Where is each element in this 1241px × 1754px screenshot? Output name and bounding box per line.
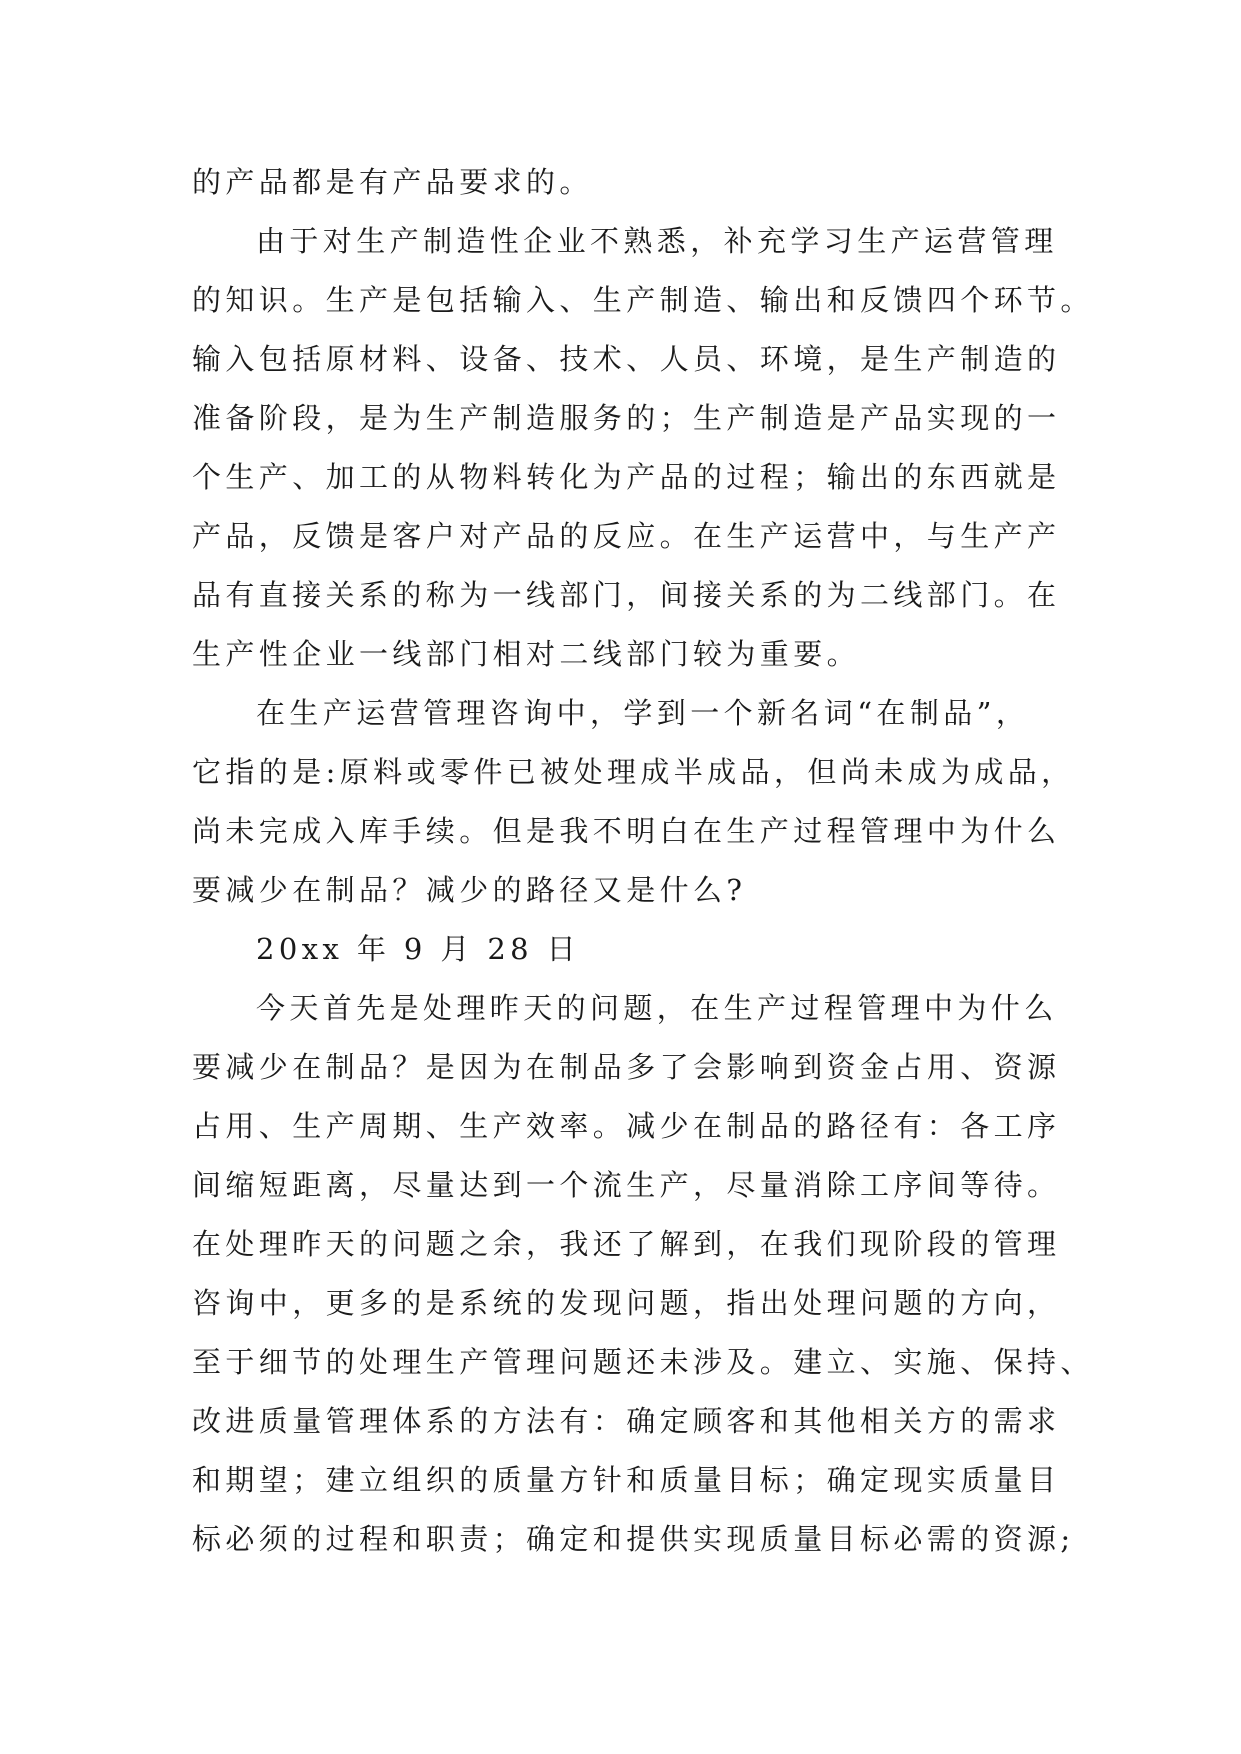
text-line: 的产品都是有产品要求的。 — [192, 165, 593, 199]
text-line: 要减少在制品？是因为在制品多了会影响到资金占用、资源 — [192, 1050, 1061, 1084]
text-line: 准备阶段，是为生产制造服务的；生产制造是产品实现的一 — [192, 401, 1061, 435]
text-line: 输入包括原材料、设备、技术、人员、环境，是生产制造的 — [192, 342, 1061, 376]
paragraph-start-line: 今天首先是处理昨天的问题，在生产过程管理中为什么 — [256, 991, 1058, 1025]
text-line: 间缩短距离，尽量达到一个流生产，尽量消除工序间等待。 — [192, 1168, 1061, 1202]
paragraph-start-line: 在生产运营管理咨询中，学到一个新名词“在制品”， — [256, 696, 1030, 730]
text-line: 产品，反馈是客户对产品的反应。在生产运营中，与生产产 — [192, 519, 1061, 553]
text-line: 生产性企业一线部门相对二线部门较为重要。 — [192, 637, 861, 671]
text-line: 占用、生产周期、生产效率。减少在制品的路径有：各工序 — [192, 1109, 1061, 1143]
text-line: 改进质量管理体系的方法有：确定顾客和其他相关方的需求 — [192, 1404, 1061, 1438]
text-line: 要减少在制品？减少的路径又是什么? — [192, 873, 747, 907]
text-line: 咨询中，更多的是系统的发现问题，指出处理问题的方向， — [192, 1286, 1061, 1320]
text-line: 和期望；建立组织的质量方针和质量目标；确定现实质量目 — [192, 1463, 1061, 1497]
text-line: 它指的是:原料或零件已被处理成半成品，但尚未成为成品， — [192, 755, 1075, 789]
text-line: 个生产、加工的从物料转化为产品的过程；输出的东西就是 — [192, 460, 1061, 494]
text-line: 在处理昨天的问题之余，我还了解到，在我们现阶段的管理 — [192, 1227, 1061, 1261]
text-line: 尚未完成入库手续。但是我不明白在生产过程管理中为什么 — [192, 814, 1061, 848]
date-line: 20xx 年 9 月 28 日 — [256, 932, 581, 966]
text-line: 品有直接关系的称为一线部门，间接关系的为二线部门。在 — [192, 578, 1061, 612]
body-text — [192, 153, 1094, 1569]
text-line: 标必须的过程和职责；确定和提供实现质量目标必需的资源; — [192, 1522, 1075, 1556]
text-line: 的知识。生产是包括输入、生产制造、输出和反馈四个环节。 — [192, 283, 1094, 317]
text-line: 至于细节的处理生产管理问题还未涉及。建立、实施、保持、 — [192, 1345, 1094, 1379]
paragraph-start-line: 由于对生产制造性企业不熟悉，补充学习生产运营管理 — [256, 224, 1058, 258]
